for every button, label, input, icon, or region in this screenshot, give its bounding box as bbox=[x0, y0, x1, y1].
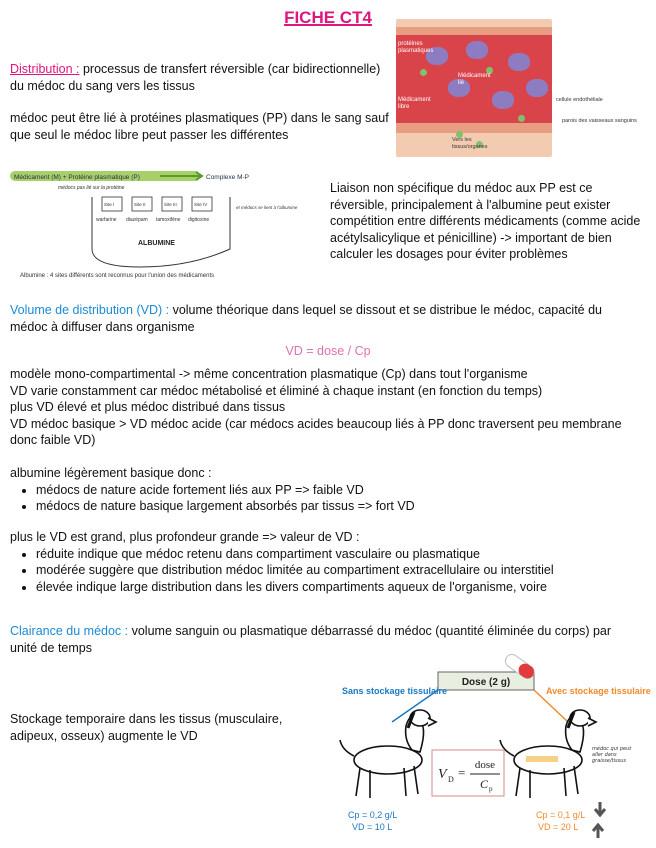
svg-text:=: = bbox=[458, 765, 466, 780]
albumin-note: médocs pas lié sur la protéine bbox=[58, 185, 125, 191]
vd-line: modèle mono-compartimental -> même concentration plasmatique (Cp) dans tout l'organisme bbox=[10, 367, 528, 381]
stockage-paragraph: Stockage temporaire dans les tissus (musculaire, adipeux, osseux) augmente le VD bbox=[10, 712, 283, 743]
liaison-paragraph: Liaison non spécifique du médoc aux PP est ce réversible, principalement à l'albumine peut exister compétition entre différents médicaments (comme acide acétylsalicylique et pénicilline) -> important de bien calculer les dosages pour éviter problèmes bbox=[330, 181, 641, 261]
list-item: • modérée suggère que distribution médoc limitée au compartiment extracellulaire ou interstitiel bbox=[36, 562, 645, 579]
albumin-label: ALBUMINE bbox=[138, 240, 175, 247]
dogs-figure bbox=[330, 660, 651, 840]
site-4-drug: digitoxine bbox=[188, 217, 210, 223]
up-arrow-icon bbox=[593, 825, 603, 838]
dose-label: Dose (2 g) bbox=[461, 677, 511, 688]
list-item: • médocs de nature acide fortement liés aux PP => faible VD bbox=[36, 482, 640, 499]
albumine-intro: albumine légèrement basique donc : bbox=[10, 466, 212, 480]
grand-vd-intro: plus le VD est grand, plus profondeur grande => valeur de VD : bbox=[10, 530, 360, 544]
list-item: • élevée indique large distribution dans les divers compartiments aqueux de l'organisme, voire bbox=[36, 579, 645, 596]
right-cp: Cp = 0,1 g/L bbox=[536, 810, 586, 820]
vd-lines bbox=[10, 366, 640, 449]
site-2-label: Site II bbox=[134, 202, 146, 207]
dog-right-icon bbox=[500, 710, 596, 798]
vd-formula: VD = dose / Cp bbox=[285, 344, 371, 358]
distribution-definition: processus de transfert réversible (car bidirectionnelle) du médoc du sang vers les tissus bbox=[10, 62, 381, 93]
albumin-figure bbox=[10, 167, 298, 282]
formula-lhs-sub: D bbox=[448, 775, 454, 784]
vessel-side-label-1: cellule endothéliale bbox=[556, 97, 603, 103]
page-title: FICHE CT4 bbox=[284, 8, 372, 27]
formula-lhs: V bbox=[438, 767, 447, 782]
right-vd: VD = 20 L bbox=[538, 822, 579, 832]
vd-line: VD varie constamment car médoc métabolisé et éliminé à chaque instant (en fonction du temps) bbox=[10, 383, 543, 398]
albumine-section bbox=[10, 465, 640, 515]
pp-paragraph: médoc peut être lié à protéines plasmatiques (PP) dans le sang sauf que seul le médoc libre peut passer les différentes bbox=[10, 111, 389, 142]
vd-definition: Volume de distribution (VD) : volume théorique dans lequel se dissout et se distribue le médoc, capacité du médoc à diffuser dans organisme bbox=[10, 303, 603, 334]
list-item: • réduite indique que médoc retenu dans compartiment vasculaire ou plasmatique bbox=[36, 546, 645, 563]
albumin-side-note: et médocs se lient à l'albumine bbox=[236, 205, 298, 210]
formula-den-sub: p bbox=[489, 785, 493, 793]
clairance-term: Clairance du médoc : bbox=[10, 624, 129, 638]
handwritten-note: médoc qui peut aller dans graisse/tissus bbox=[592, 746, 632, 764]
formula-num: dose bbox=[474, 759, 496, 771]
distribution-paragraph bbox=[10, 61, 390, 94]
site-3-drug: tamoxifène bbox=[156, 217, 181, 223]
site-1-drug: warfarine bbox=[96, 217, 117, 223]
vd-term: Volume de distribution (VD) : bbox=[10, 303, 170, 317]
vessel-side-label-2: parois des vaisseaux sanguins bbox=[562, 118, 637, 124]
blood-vessel-illustration: protéines plasmatiques Médicament lié Médicament libre Vers les tissus/organes bbox=[396, 19, 552, 157]
distribution-term: Distribution : bbox=[10, 62, 80, 76]
site-4-label: Site IV bbox=[194, 202, 208, 207]
site-1-label: Site I bbox=[104, 202, 115, 207]
clairance-paragraph: Clairance du médoc : volume sanguin ou plasmatique débarrassé du médoc (quantité éliminée du corps) par unité de temps bbox=[10, 624, 612, 655]
left-label: Sans stockage tissulaire bbox=[342, 686, 448, 696]
dog-left-icon bbox=[340, 710, 436, 798]
site-2-drug: diazépam bbox=[126, 217, 148, 223]
left-vd: VD = 10 L bbox=[352, 822, 393, 832]
down-arrow-icon bbox=[595, 802, 605, 815]
albumin-equation-left: Médicament (M) + Protéine plasmatique (P) bbox=[14, 174, 140, 181]
grand-vd-section bbox=[10, 529, 645, 595]
list-item: • médocs de nature basique largement absorbés par tissus => fort VD bbox=[36, 498, 640, 515]
albumin-equation-right: Complexe M-P bbox=[206, 174, 249, 181]
formula-den: C bbox=[480, 777, 489, 791]
right-label: Avec stockage tissulaire bbox=[546, 686, 651, 696]
albumin-caption: Albumine : 4 sites différents sont reconnus pour l'union des médicaments bbox=[20, 273, 215, 279]
site-3-label: Site III bbox=[164, 202, 177, 207]
left-cp: Cp = 0,2 g/L bbox=[348, 810, 398, 820]
vd-line: VD médoc basique > VD médoc acide (car médocs acides beaucoup liés à PP donc traversent peu membrane donc faible VD) bbox=[10, 416, 622, 447]
vd-line: plus VD élevé et plus médoc distribué dans tissus bbox=[10, 400, 286, 414]
